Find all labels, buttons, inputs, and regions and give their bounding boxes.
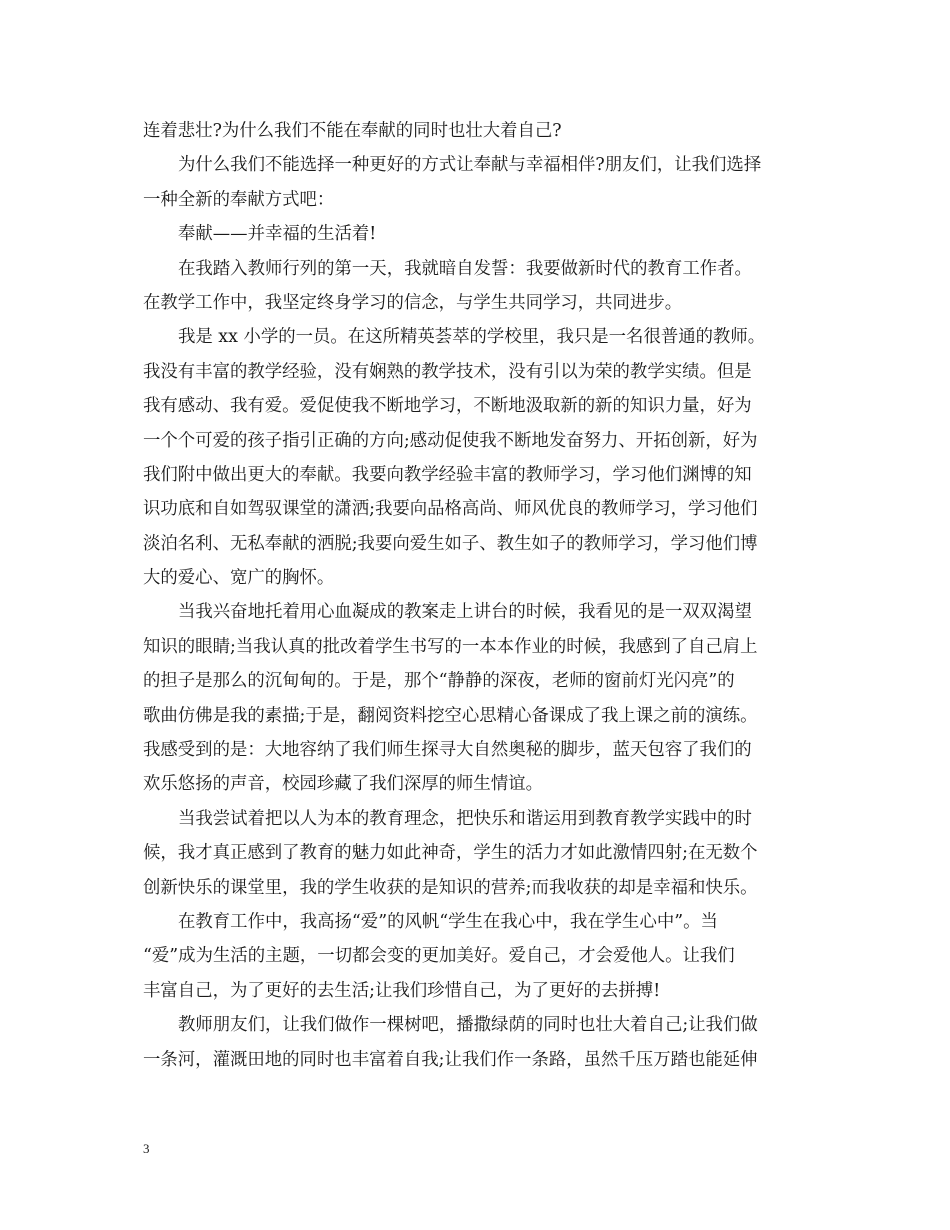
text-line: 我有感动、我有爱。爱促使我不断地学习，不断地汲取新的新的知识力量，好为 <box>143 396 752 417</box>
text-line: 一个个可爱的孩子指引正确的方向;感动促使我不断地发奋努力、开拓创新，好为 <box>143 430 758 451</box>
text-line: 连着悲壮?为什么我们不能在奉献的同时也壮大着自己? <box>143 121 562 141</box>
text-line: 识功底和自如驾驭课堂的潇洒;我要向品格高尚、师风优良的教师学习，学习他们 <box>143 499 758 520</box>
text-line: 我们附中做出更大的奉献。我要向教学经验丰富的教师学习，学习他们渊博的知 <box>143 464 752 485</box>
text-line: 创新快乐的课堂里，我的学生收获的是知识的营养;而我收获的却是幸福和快乐。 <box>143 877 758 898</box>
text-line: 欢乐悠扬的声音，校园珍藏了我们深厚的师生情谊。 <box>143 774 543 795</box>
text-line: 知识的眼睛;当我认真的批改着学生书写的一本本作业的时候，我感到了自己肩上 <box>143 636 758 657</box>
text-line: 丰富自己，为了更好的去生活;让我们珍惜自己，为了更好的去拼搏! <box>143 980 661 1001</box>
text-line: 为什么我们不能选择一种更好的方式让奉献与幸福相伴?朋友们，让我们选择 <box>178 155 762 176</box>
text-line: 的担子是那么的沉甸甸的。于是，那个“静静的深夜，老师的窗前灯光闪亮”的 <box>143 671 735 692</box>
text-line: 一种全新的奉献方式吧： <box>143 189 335 210</box>
text-line: “爱”成为生活的主题，一切都会变的更加美好。爱自己，才会爱他人。让我们 <box>143 946 735 967</box>
text-line: 一条河，灌溉田地的同时也丰富着自我;让我们作一条路，虽然千压万踏也能延伸 <box>143 1049 758 1070</box>
body-text <box>143 114 809 1077</box>
text-line: 大的爱心、宽广的胸怀。 <box>143 568 335 589</box>
text-line: 在教学工作中，我坚定终身学习的信念，与学生共同学习，共同进步。 <box>143 292 683 313</box>
text-line: 歌曲仿佛是我的素描;于是，翻阅资料挖空心思精心备课成了我上课之前的演练。 <box>143 705 758 726</box>
text-line: 候，我才真正感到了教育的魅力如此神奇，学生的活力才如此激情四射;在无数个 <box>143 843 758 864</box>
text-line: 在教育工作中，我高扬“爱”的风帆“学生在我心中，我在学生心中”。当 <box>178 911 718 932</box>
text-line: 淡泊名利、无私奉献的洒脱;我要向爱生如子、教生如子的教师学习，学习他们博 <box>143 533 758 554</box>
text-line: 当我兴奋地托着用心血凝成的教案走上讲台的时候，我看见的是一双双渴望 <box>178 602 752 623</box>
text-line: 当我尝试着把以人为本的教育理念，把快乐和谐运用到教育教学实践中的时 <box>178 808 752 829</box>
text-line: 我感受到的是：大地容纳了我们师生探寻大自然奥秘的脚步，蓝天包容了我们的 <box>143 740 752 761</box>
text-line: 教师朋友们，让我们做作一棵树吧，播撒绿荫的同时也壮大着自己;让我们做 <box>178 1015 758 1036</box>
text-line: 奉献——并幸福的生活着! <box>178 224 377 245</box>
text-line: 我是 xx 小学的一员。在这所精英荟萃的学校里，我只是一名很普通的教师。 <box>178 327 766 348</box>
text-line: 在我踏入教师行列的第一天，我就暗自发誓：我要做新时代的教育工作者。 <box>178 258 752 279</box>
text-line: 我没有丰富的教学经验，没有娴熟的教学技术，没有引以为荣的教学实绩。但是 <box>143 361 752 382</box>
page-number: 3 <box>143 1141 150 1156</box>
